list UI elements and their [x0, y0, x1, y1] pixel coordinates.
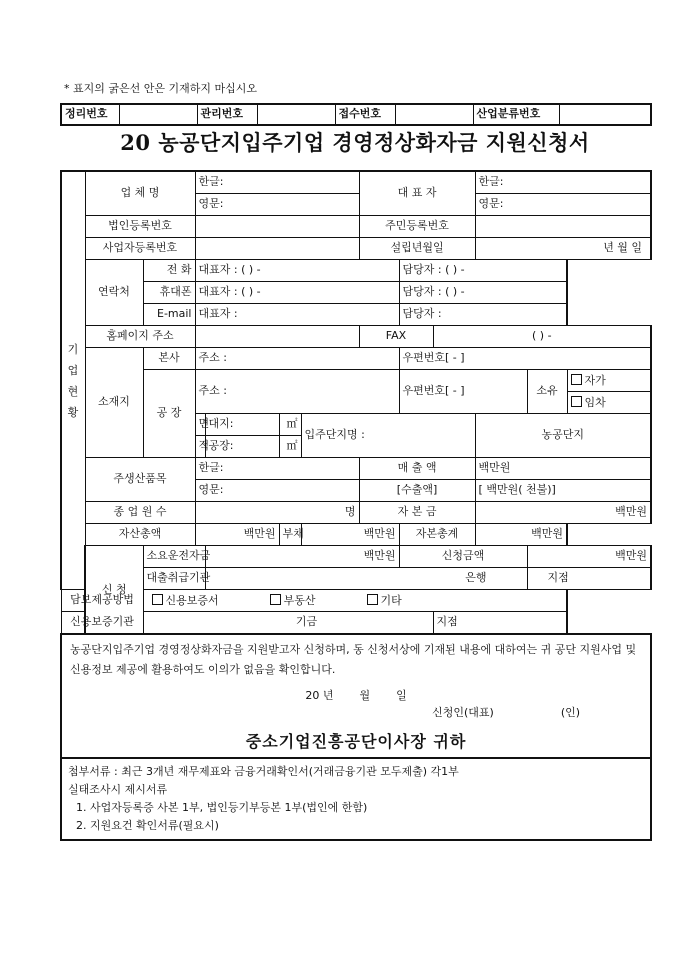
- collateral-label: 담보제공방법: [61, 590, 143, 612]
- factory-zip-field[interactable]: 우편번호[ - ]: [399, 370, 527, 414]
- declaration-section: [61, 634, 651, 758]
- factory-area-field[interactable]: ㎡: [279, 436, 301, 458]
- lease-checkbox[interactable]: [571, 396, 582, 407]
- fax-field[interactable]: ( ) -: [433, 326, 651, 348]
- corp-reg-no-label: 법인등록번호: [85, 216, 195, 238]
- hq-zip-field[interactable]: 우편번호[ - ]: [399, 348, 651, 370]
- main-product-label: 주생산품목: [85, 458, 195, 502]
- reg-field-2[interactable]: [257, 104, 335, 125]
- export-field[interactable]: [ 백만원( 천불)]: [475, 480, 651, 502]
- own-checkbox[interactable]: [571, 374, 582, 385]
- phone-mgr-field[interactable]: 담당자 : ( ) -: [399, 260, 567, 282]
- declaration-text: 농공단지입주기업 경영정상화자금을 지원받고자 신청하며, 동 신청서상에 기재된 내용에 대하여는 귀 공단 지원사업 및 신용정보 제공에 활용하여도 이의가 없음을 확인합니다.: [70, 643, 637, 676]
- email-mgr-field[interactable]: 담당자 :: [399, 304, 567, 326]
- applicant-label: 신청인(대표): [432, 706, 494, 719]
- email-label: E-mail: [143, 304, 195, 326]
- ownership-lease-option[interactable]: [567, 392, 651, 414]
- other-option: 기타: [380, 593, 402, 607]
- attachment-line-1: 첨부서류 : 최근 3개년 재무제표와 금융거래확인서(거래금융기관 모두제출) 각1부: [68, 765, 459, 778]
- homepage-field[interactable]: [195, 326, 359, 348]
- company-name-korean[interactable]: 한글:: [195, 171, 359, 194]
- area-label-bottom: 적: [195, 436, 205, 458]
- bank-field[interactable]: 은행: [205, 568, 527, 590]
- land-area-field[interactable]: ㎡: [279, 414, 301, 436]
- amount-label: 신청금액: [399, 546, 527, 568]
- date-year: 20 년: [305, 688, 334, 702]
- ownership-own-option[interactable]: [567, 370, 651, 392]
- complex-suffix: 농공단지: [475, 414, 651, 458]
- ownership-label: 소유: [527, 370, 567, 414]
- representative-english[interactable]: 영문:: [475, 194, 651, 216]
- reg-label-2: 관리번호: [197, 104, 257, 125]
- date-day: 일: [396, 688, 407, 702]
- sales-field[interactable]: 백만원: [475, 458, 651, 480]
- guarantor-fund-field[interactable]: 기금: [143, 612, 433, 635]
- area-label-top: 면: [195, 414, 205, 436]
- need-field[interactable]: 백만원: [205, 546, 399, 568]
- capital-label: 자 본 금: [359, 502, 475, 524]
- bank-label: 대출취급기관: [143, 568, 205, 590]
- realestate-option: 부동산: [283, 593, 316, 607]
- equity-field[interactable]: 백만원: [475, 524, 567, 546]
- guarantee-option: 신용보증서: [165, 593, 219, 607]
- attachment-line-3: 1. 사업자등록증 사본 1부, 법인등기부등본 1부(법인에 한함): [76, 801, 368, 814]
- company-name-english[interactable]: 영문:: [195, 194, 359, 216]
- hq-label: 본사: [143, 348, 195, 370]
- applicant-signature[interactable]: [62, 707, 650, 727]
- employees-label: 종 업 원 수: [85, 502, 195, 524]
- application-form: [60, 170, 652, 841]
- reg-field-4[interactable]: [559, 104, 651, 125]
- form-note: * 표지의 굵은선 안은 기재하지 마십시오: [64, 82, 257, 95]
- assets-label: 자산총액: [85, 524, 195, 546]
- equity-label: 자본총계: [399, 524, 475, 546]
- guarantor-label: 신용보증기관: [61, 612, 143, 635]
- apply-side-label: 신 청: [85, 546, 143, 635]
- mobile-mgr-field[interactable]: 담당자 : ( ) -: [399, 282, 567, 304]
- debt-field[interactable]: 백만원: [301, 524, 399, 546]
- attachments-section: [61, 758, 651, 840]
- location-label: 소재지: [85, 348, 143, 458]
- company-name-label: 업 체 명: [85, 171, 195, 216]
- est-date-field[interactable]: 년 월 일: [475, 238, 651, 260]
- mobile-rep-field[interactable]: 대표자 : ( ) -: [195, 282, 399, 304]
- seal-mark: (인): [560, 706, 581, 719]
- realestate-checkbox[interactable]: [270, 594, 281, 605]
- factory-label: 공 장: [143, 370, 195, 458]
- debt-label: 부채: [279, 524, 301, 546]
- resident-reg-no-label: 주민등록번호: [359, 216, 475, 238]
- date-month: 월: [359, 688, 371, 702]
- reg-field-3[interactable]: [395, 104, 473, 125]
- sales-label: 매 출 액: [359, 458, 475, 480]
- export-label: [수출액]: [359, 480, 475, 502]
- reg-label-3: 접수번호: [335, 104, 395, 125]
- resident-reg-no-field[interactable]: [475, 216, 651, 238]
- biz-reg-no-label: 사업자등록번호: [85, 238, 195, 260]
- assets-field[interactable]: 백만원: [195, 524, 279, 546]
- attachment-line-2: 실태조사시 제시서류: [68, 783, 168, 796]
- collateral-options: [143, 590, 567, 612]
- representative-label: 대 표 자: [359, 171, 475, 216]
- attachment-line-4: 2. 지원요건 확인서류(필요시): [76, 819, 219, 832]
- factory-address-field[interactable]: 주소 :: [195, 370, 399, 414]
- amount-field[interactable]: 백만원: [527, 546, 651, 568]
- hq-address-field[interactable]: 주소 :: [195, 348, 399, 370]
- capital-field[interactable]: 백만원: [475, 502, 651, 524]
- phone-label: 전 화: [143, 260, 195, 282]
- phone-rep-field[interactable]: 대표자 : ( ) -: [195, 260, 399, 282]
- contact-label: 연락처: [85, 260, 143, 326]
- representative-korean[interactable]: 한글:: [475, 171, 651, 194]
- reg-label-1: 정리번호: [61, 104, 119, 125]
- mobile-label: 휴대폰: [143, 282, 195, 304]
- registration-numbers: [60, 103, 652, 126]
- employees-field[interactable]: 명: [195, 502, 359, 524]
- factory-area-label: 공장:: [205, 436, 279, 458]
- homepage-label: 홈페이지 주소: [85, 326, 195, 348]
- corp-reg-no-field[interactable]: [195, 216, 359, 238]
- reg-label-4: 산업분류번호: [473, 104, 559, 125]
- main-product-english[interactable]: 영문:: [195, 480, 359, 502]
- reg-field-1[interactable]: [119, 104, 197, 125]
- branch-field[interactable]: 지점: [527, 568, 651, 590]
- main-product-korean[interactable]: 한글:: [195, 458, 359, 480]
- est-date-label: 설립년월일: [359, 238, 475, 260]
- complex-name-field[interactable]: 입주단지명 :: [301, 414, 475, 458]
- land-area-label: 대지:: [205, 414, 279, 436]
- lease-label: 임차: [584, 395, 606, 409]
- declaration-date: [62, 685, 650, 707]
- guarantor-branch-field[interactable]: 지점: [433, 612, 567, 635]
- biz-reg-no-field[interactable]: [195, 238, 359, 260]
- other-checkbox[interactable]: [367, 594, 378, 605]
- recipient: 중소기업진흥공단이사장 귀하: [245, 732, 467, 751]
- own-label: 자가: [584, 373, 606, 387]
- page-title: 20 농공단지입주기업 경영정상화자금 지원신청서: [120, 130, 590, 155]
- guarantee-checkbox[interactable]: [152, 594, 163, 605]
- email-rep-field[interactable]: 대표자 :: [195, 304, 399, 326]
- fax-label: FAX: [359, 326, 433, 348]
- company-status-side-label: 기 업 현 황: [61, 171, 85, 590]
- need-label: 소요운전자금: [143, 546, 205, 568]
